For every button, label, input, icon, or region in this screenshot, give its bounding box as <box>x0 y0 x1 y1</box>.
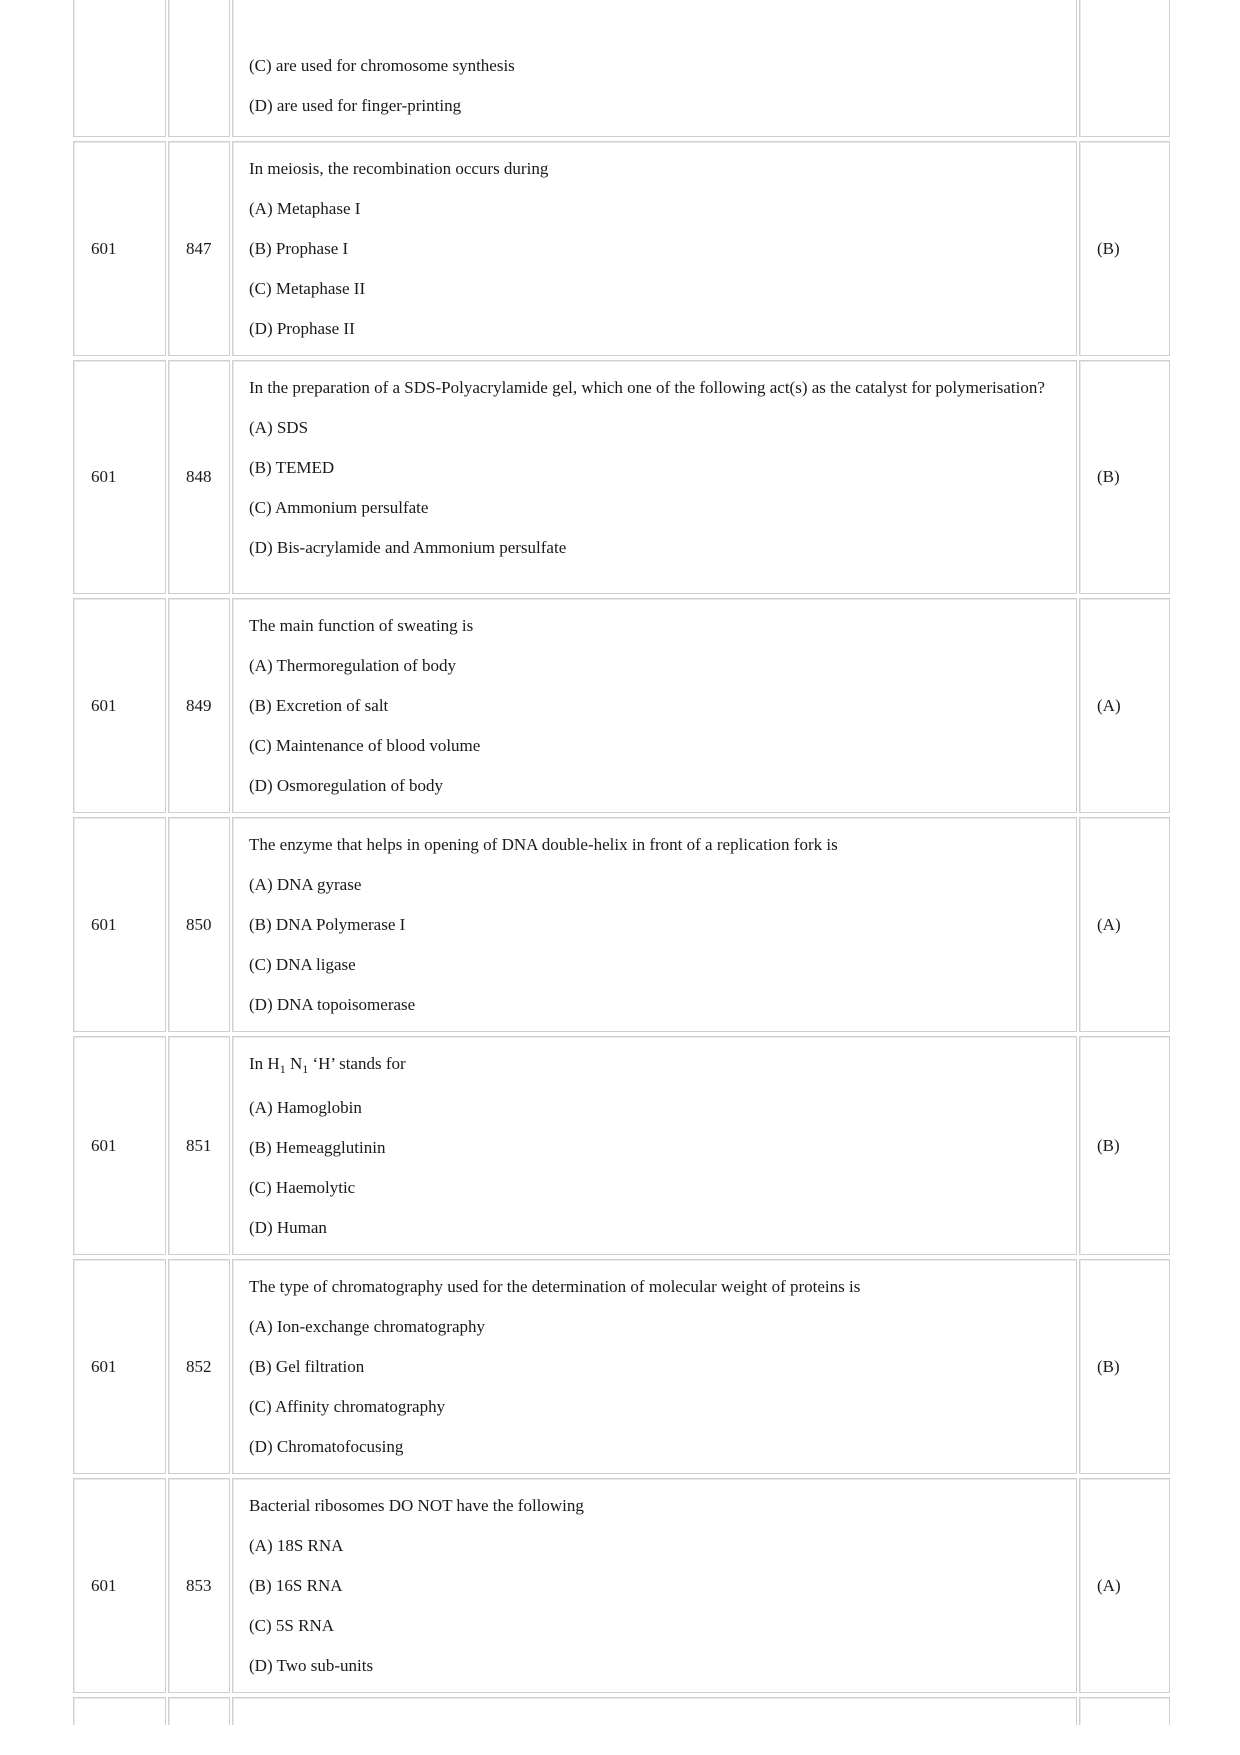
question-text: In meiosis, the recombination occurs during <box>249 159 549 178</box>
option-b: (B) TEMED <box>249 458 335 477</box>
table-row-stub <box>73 1695 1170 1715</box>
subject-cell <box>73 598 166 813</box>
question-text: In the preparation of a SDS-Polyacrylamide gel, which one of the following act(s) as the catalyst for polymerisation? <box>249 378 1045 397</box>
option-a: (A) DNA gyrase <box>249 875 362 894</box>
option-c: (C) Ammonium persulfate <box>249 498 429 517</box>
answer-key: (A) <box>1097 695 1121 715</box>
answer-key: (B) <box>1097 1135 1120 1155</box>
answer-cell <box>1079 0 1170 137</box>
subject-code: 601 <box>91 1135 117 1155</box>
question-number: 849 <box>186 695 212 715</box>
subject-code: 601 <box>91 914 117 934</box>
option-c: (C) 5S RNA <box>249 1616 335 1635</box>
option-c: (C) Maintenance of blood volume <box>249 736 481 755</box>
option-b: (B) Gel filtration <box>249 1357 365 1376</box>
option-c: (C) Affinity chromatography <box>249 1397 446 1416</box>
answer-key: (B) <box>1097 1356 1120 1376</box>
option-d: (D) Chromatofocusing <box>249 1437 404 1456</box>
option-d: (D) are used for finger-printing <box>249 96 462 115</box>
question-cell <box>232 598 1077 813</box>
subject-cell <box>73 360 166 594</box>
question-cell <box>232 817 1077 1032</box>
option-c: (C) DNA ligase <box>249 955 356 974</box>
answer-cell <box>1079 1036 1170 1255</box>
answer-cell <box>1079 817 1170 1032</box>
question-number-cell <box>168 817 230 1032</box>
question-cell <box>232 1697 1077 1725</box>
option-d: (D) Human <box>249 1218 327 1237</box>
subject-cell <box>73 817 166 1032</box>
option-b: (B) Hemeagglutinin <box>249 1138 386 1157</box>
answer-key: (A) <box>1097 914 1121 934</box>
question-text: The main function of sweating is <box>249 616 474 635</box>
answer-key: (B) <box>1097 467 1120 486</box>
option-c: (C) Haemolytic <box>249 1178 356 1197</box>
question-number-cell <box>168 1697 230 1725</box>
table-row <box>73 596 1170 815</box>
answer-cell <box>1079 360 1170 594</box>
question-cell <box>232 360 1077 594</box>
subject-code: 601 <box>91 1575 117 1595</box>
option-a: (A) Ion-exchange chromatography <box>249 1317 486 1336</box>
option-c: (C) are used for chromosome synthesis <box>249 56 515 75</box>
option-c: (C) Metaphase II <box>249 279 366 298</box>
question-number-cell <box>168 0 230 137</box>
option-b: (B) Prophase I <box>249 239 349 258</box>
question-text: In $H_1$ $N_1$ ‘H’ stands for <box>249 1054 406 1076</box>
option-a: (A) Hamoglobin <box>249 1098 362 1117</box>
option-d: (D) DNA topoisomerase <box>249 995 416 1014</box>
answer-key: (A) <box>1097 1575 1121 1595</box>
option-d: (D) Prophase II <box>249 319 355 338</box>
answer-cell <box>1079 1478 1170 1693</box>
table-row <box>73 358 1170 596</box>
table-row <box>73 1476 1170 1695</box>
subject-cell <box>73 1036 166 1255</box>
question-cell <box>232 1478 1077 1693</box>
subject-cell <box>73 0 166 137</box>
answer-key: (B) <box>1097 238 1120 258</box>
option-d: (D) Osmoregulation of body <box>249 776 444 795</box>
question-text: The enzyme that helps in opening of DNA double-helix in front of a replication fork is <box>249 835 838 854</box>
question-number: 850 <box>186 914 212 934</box>
subject-cell <box>73 1478 166 1693</box>
option-d: (D) Bis-acrylamide and Ammonium persulfate <box>249 538 567 557</box>
subject-code: 601 <box>91 467 117 486</box>
question-text: The type of chromatography used for the determination of molecular weight of proteins is <box>249 1277 861 1296</box>
question-text: Bacterial ribosomes DO NOT have the following <box>249 1496 584 1515</box>
table-row <box>73 1257 1170 1476</box>
question-number-cell <box>168 1259 230 1474</box>
answer-cell <box>1079 141 1170 356</box>
question-number-cell <box>168 360 230 594</box>
question-number-cell <box>168 1036 230 1255</box>
option-a: (A) SDS <box>249 418 309 437</box>
question-cell <box>232 1036 1077 1255</box>
question-number: 853 <box>186 1575 212 1595</box>
option-a: (A) Thermoregulation of body <box>249 656 456 675</box>
subject-cell <box>73 1697 166 1725</box>
option-a: (A) Metaphase I <box>249 199 361 218</box>
option-b: (B) 16S RNA <box>249 1576 343 1595</box>
table-row <box>73 1034 1170 1257</box>
question-cell <box>232 1259 1077 1474</box>
subject-code: 601 <box>91 695 117 715</box>
answer-cell <box>1079 1697 1170 1725</box>
option-a: (A) 18S RNA <box>249 1536 344 1555</box>
subject-code: 601 <box>91 1356 117 1376</box>
question-number: 848 <box>186 467 212 486</box>
table-row <box>73 815 1170 1034</box>
subject-code: 601 <box>91 238 117 258</box>
answer-cell <box>1079 1259 1170 1474</box>
option-d: (D) Two sub-units <box>249 1656 374 1675</box>
question-table <box>73 0 1170 1715</box>
table-row-partial <box>73 0 1170 139</box>
question-number-cell <box>168 141 230 356</box>
question-number-cell <box>168 1478 230 1693</box>
answer-cell <box>1079 598 1170 813</box>
question-cell <box>232 141 1077 356</box>
option-b: (B) DNA Polymerase I <box>249 915 406 934</box>
question-number: 852 <box>186 1356 212 1376</box>
option-b: (B) Excretion of salt <box>249 696 389 715</box>
subject-cell <box>73 141 166 356</box>
question-number: 847 <box>186 238 212 258</box>
question-number: 851 <box>186 1135 212 1155</box>
subject-cell <box>73 1259 166 1474</box>
question-cell <box>232 0 1077 137</box>
question-number-cell <box>168 598 230 813</box>
table-row <box>73 139 1170 358</box>
